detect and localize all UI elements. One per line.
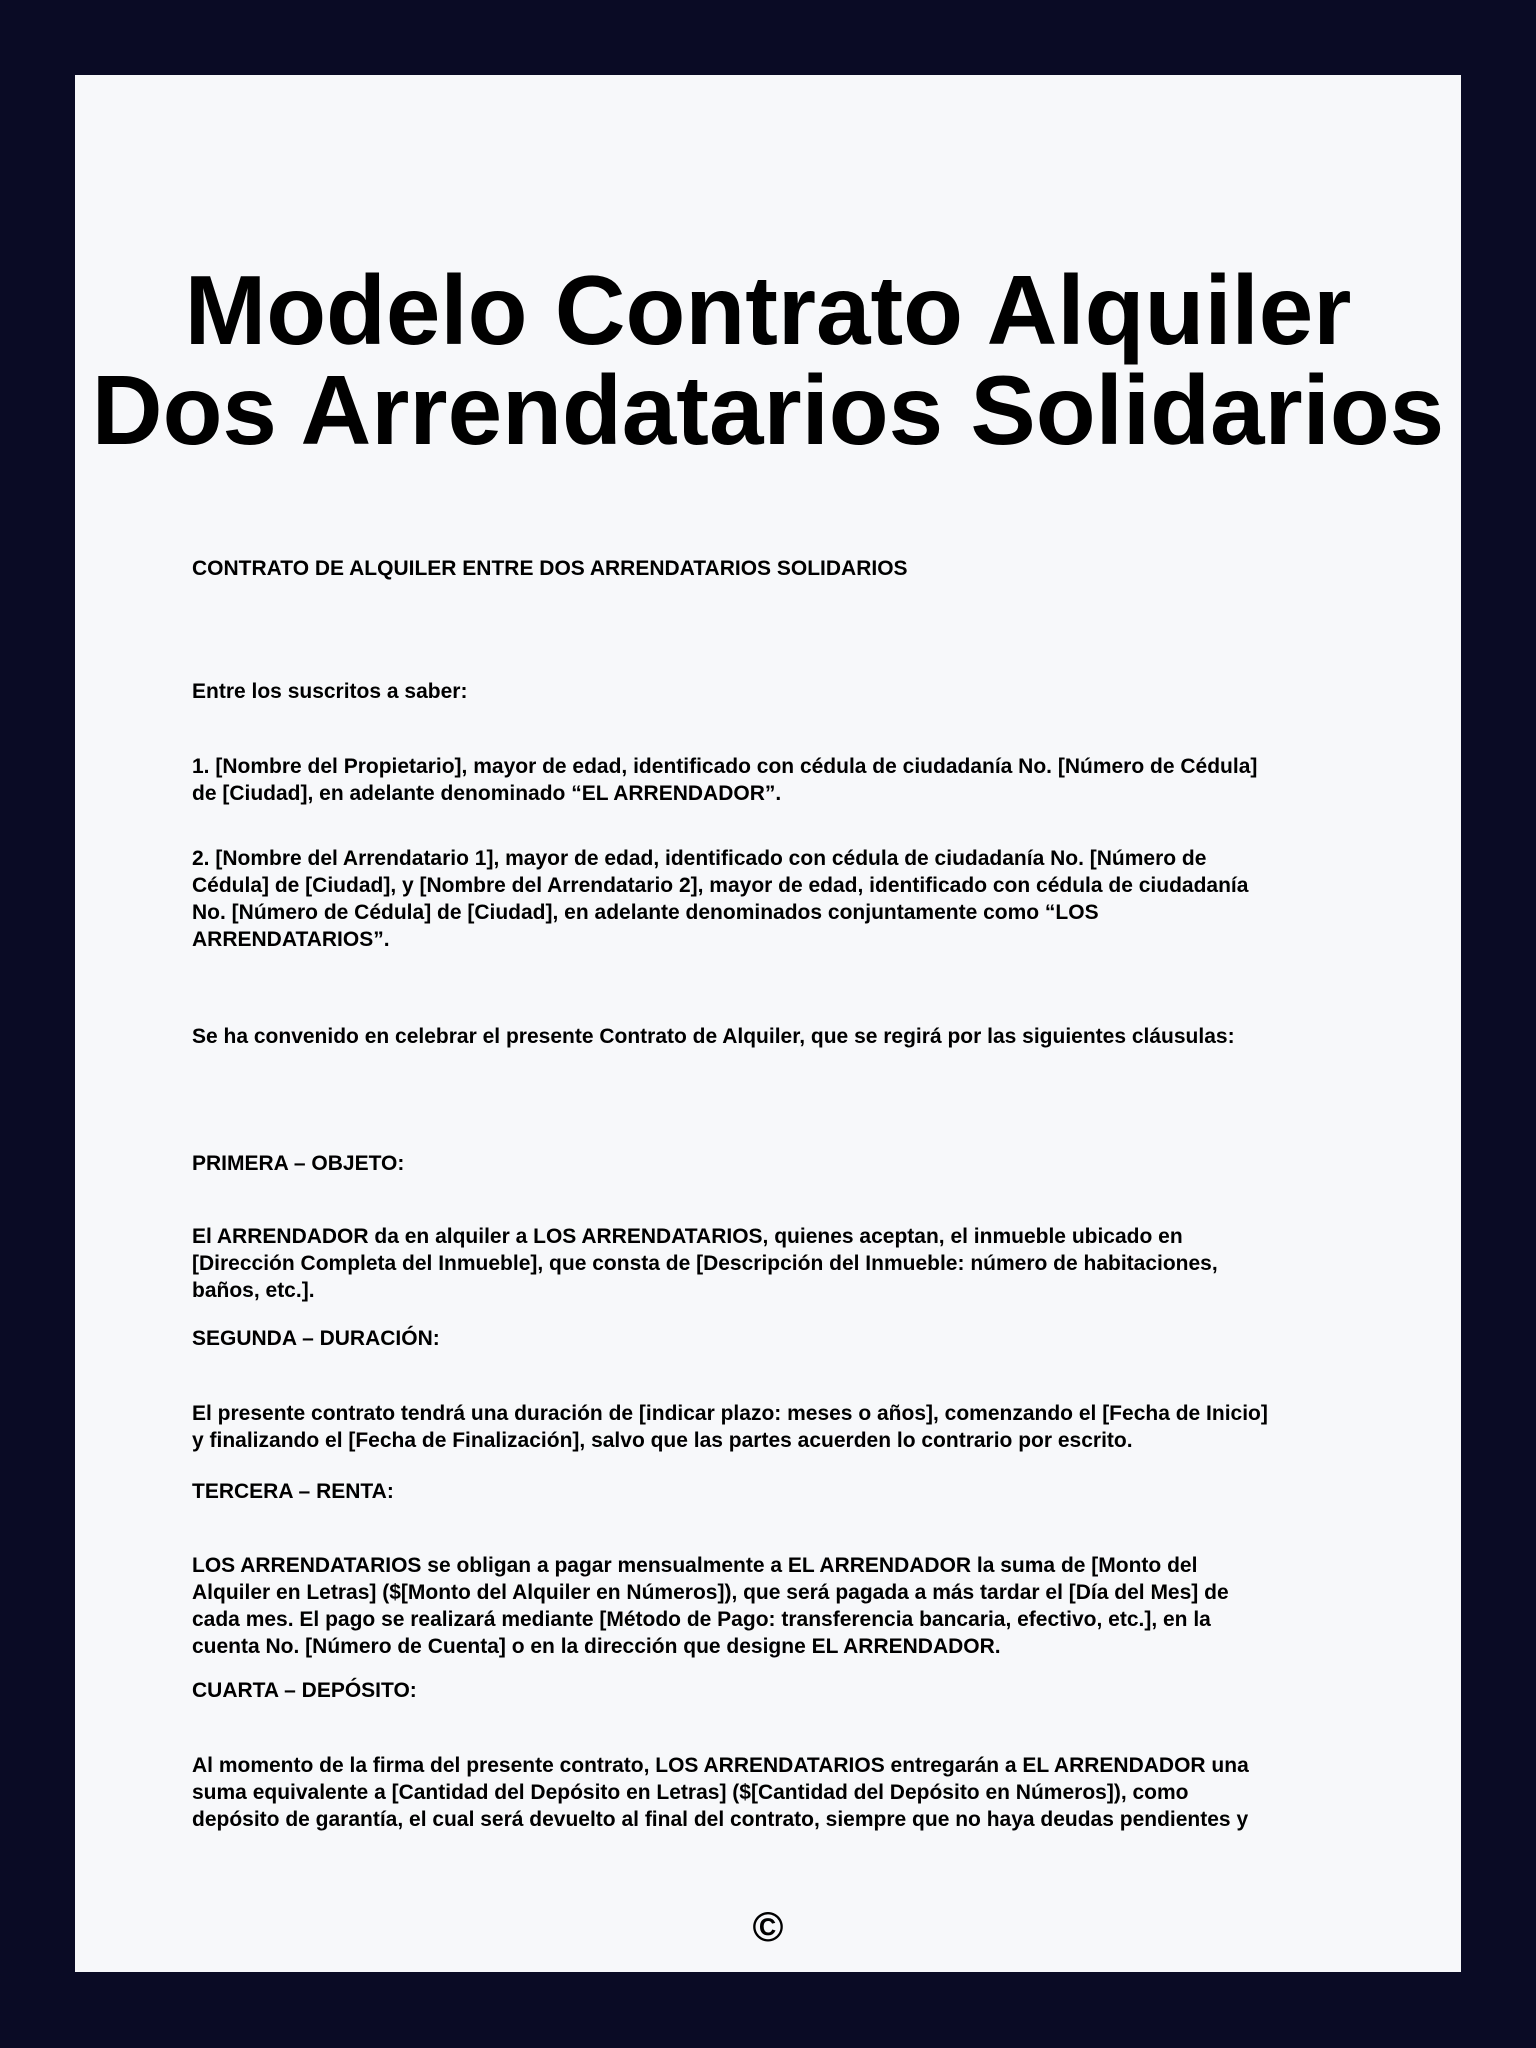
clause-heading-objeto: PRIMERA – OBJETO: — [192, 1152, 405, 1175]
document-page — [75, 75, 1461, 1972]
agreement-paragraph: Se ha convenido en celebrar el presente Contrato de Alquiler, que se regirá por las siguientes cláusulas: — [192, 1025, 1235, 1048]
contract-intro: Entre los suscritos a saber: — [192, 680, 468, 703]
party-tenants-paragraph: 2. [Nombre del Arrendatario 1], mayor de edad, identificado con cédula de ciudadanía No. [Número de Cédula] de [Ciudad], y [Nombre del Arrendatario 2], mayor de edad, identificado con cédula de ciudadanía No. [Número de Cédula] de [Ciudad], en adelante denominados conjuntamente como “LOS ARRENDATARIOS”. — [192, 847, 1249, 951]
clause-heading-deposito: CUARTA – DEPÓSITO: — [192, 1679, 417, 1702]
copyright-icon: © — [752, 1903, 784, 1950]
clause-body-renta: LOS ARRENDATARIOS se obligan a pagar mensualmente a EL ARRENDADOR la suma de [Monto del Alquiler en Letras] ($[Monto del Alquiler en Números]), que será pagada a más tardar el [Día del Mes] de cada mes. El pago se realizará mediante [Método de Pago: transferencia bancaria, efectivo, etc.], en la cuenta No. [Número de Cuenta] o en la dirección que designe EL ARRENDADOR. — [192, 1554, 1229, 1658]
page-title-line-1: Modelo Contrato Alquiler — [184, 255, 1352, 365]
clause-body-deposito: Al momento de la firma del presente contrato, LOS ARRENDATARIOS entregarán a EL ARRENDADOR una suma equivalente a [Cantidad del Depósito en Letras] ($[Cantidad del Depósito en Números]), como depósito de garantía, el cual será devuelto al final del contrato, siempre que no haya deudas pendientes y — [192, 1754, 1249, 1831]
party-landlord-paragraph: 1. [Nombre del Propietario], mayor de edad, identificado con cédula de ciudadanía No. [Número de Cédula] de [Ciudad], en adelante denominado “EL ARRENDADOR”. — [192, 755, 1258, 805]
clause-heading-duracion: SEGUNDA – DURACIÓN: — [192, 1327, 440, 1350]
clause-heading-renta: TERCERA – RENTA: — [192, 1480, 394, 1503]
page-title-line-2: Dos Arrendatarios Solidarios — [91, 355, 1445, 465]
contract-body — [192, 555, 1277, 1833]
page-title — [75, 255, 1461, 465]
clause-body-duracion: El presente contrato tendrá una duración de [indicar plazo: meses o años], comenzando el [Fecha de Inicio] y finalizando el [Fecha de Finalización], salvo que las partes acuerden lo contrario por escrito. — [192, 1402, 1268, 1452]
clause-body-objeto: El ARRENDADOR da en alquiler a LOS ARRENDATARIOS, quienes aceptan, el inmueble ubicado en [Dirección Completa del Inmueble], que consta de [Descripción del Inmueble: número de habitaciones, baños, etc.]. — [192, 1225, 1218, 1302]
contract-heading: CONTRATO DE ALQUILER ENTRE DOS ARRENDATARIOS SOLIDARIOS — [192, 557, 908, 580]
